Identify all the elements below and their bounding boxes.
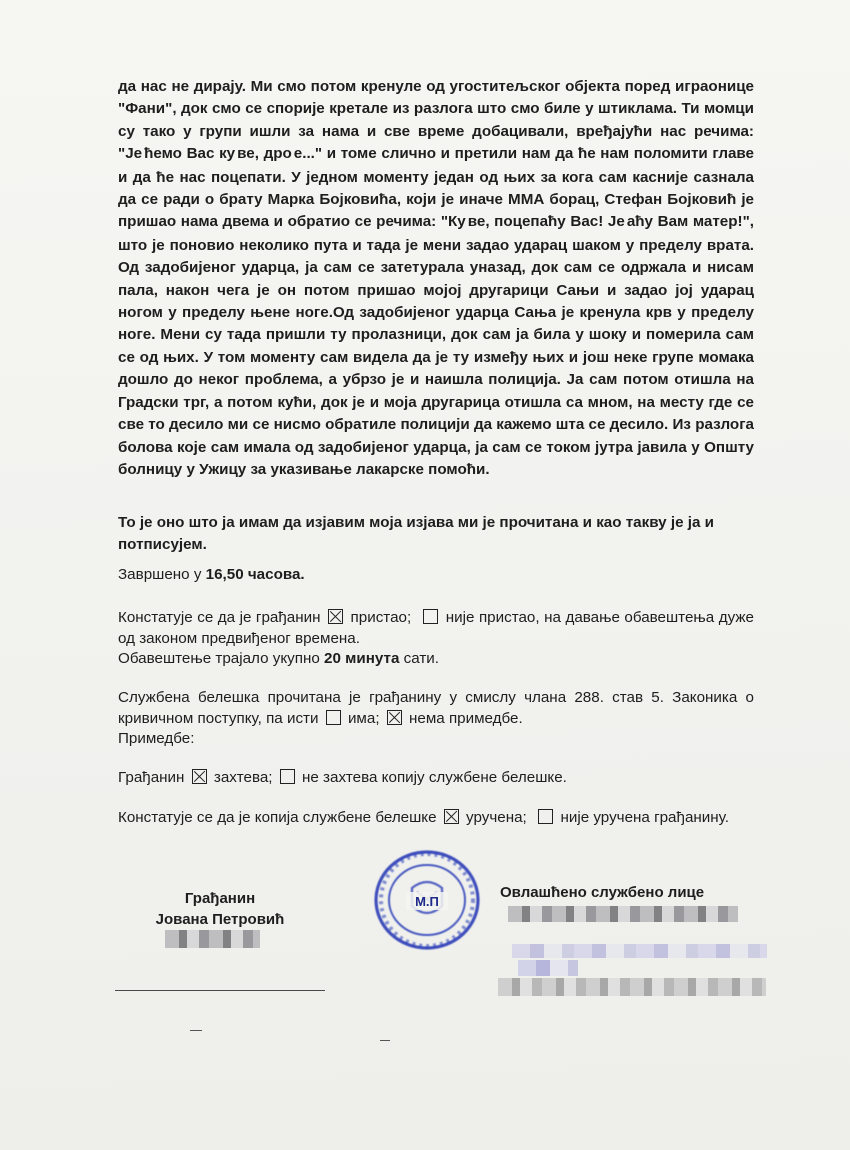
- seal-label: М.П: [415, 894, 439, 909]
- accepted-checkbox[interactable]: [328, 609, 343, 624]
- citizen-signature-block: [140, 888, 300, 930]
- redacted-officer-name: [508, 906, 738, 922]
- copy-request-block: [118, 768, 754, 789]
- consent-text: Констатује се да је грађанин: [118, 609, 321, 626]
- duration-value: 20 минута: [324, 650, 400, 667]
- not-requests-copy-label: не захтева копију службене белешке.: [302, 769, 567, 786]
- statement-part: аћу Вам матер!", што је поновио неколико пута и тада је мени задао ударац шаком у пределу врата. Од задобијеног ударца, ја сам се затетурала уназад, док сам се одржала и нисам пала, након чега је он потом пришао мојој другарици Сањи и задао јој ударац ногом у пределу њене ноге.Од задобијеног ударца Сања је кренула крв у пределу ноге. Мени су тада пришли ту пролазници, док сам ја била у шоку и померила сам се од њих. У том моменту сам видела да је ту између њих и још неке групе момака дошло до неког проблема, а убрзо је и наишла полиција. Ја сам потом отишла на Градски трг, а потом кући, док је и моја другарица отишла са мном, на месту где се све то десило ми се нисмо обратиле полицији да кажемо шта се десило. Из разлога болова које сам имала од задобијеног ударца, ја сам се током јутра јавила у Општу болницу у Ужицу за указивање лакарске помоћи.: [118, 213, 754, 478]
- not-requests-copy-checkbox[interactable]: [280, 769, 295, 784]
- copy-delivered-text: Констатује се да је копија службене белешке: [118, 809, 437, 826]
- statement-text: [118, 76, 754, 481]
- finished-value: 16,50 часова.: [205, 566, 305, 583]
- margin-mark: [190, 1030, 202, 1031]
- copy-delivered-block: [118, 808, 754, 829]
- has-remarks-label: има;: [347, 709, 380, 727]
- citizen-role: Грађанин: [184, 890, 256, 907]
- copy-request-label: Грађанин: [118, 769, 185, 786]
- officer-role: Овлашћено службено лице: [500, 884, 705, 901]
- statement-part: ве, дро: [237, 145, 292, 163]
- note-text: Службена белешка прочитана је грађанину у смислу члана 288. став 5. Законика о кривичном поступку, па исти: [118, 689, 754, 727]
- redacted-officer-signature: [512, 944, 767, 958]
- accepted-label: пристао;: [350, 609, 412, 626]
- statement-part: ћемо Вас ку: [144, 145, 236, 163]
- duration-unit: сати.: [399, 650, 439, 667]
- no-remarks-label: нема примедбе.: [409, 709, 523, 727]
- note-block: [118, 688, 754, 750]
- remarks-label: Примедбе:: [118, 730, 195, 747]
- requests-copy-checkbox[interactable]: [192, 769, 207, 784]
- not-accepted-label: није пристао, на давање обавештења дуже од законом предвиђеног времена.: [118, 609, 754, 647]
- consent-block: [118, 608, 754, 670]
- statement-part: да нас не дирају. Ми смо потом кренуле од угоститељског објекта поред играонице "Фани", док смо се спорије кретале из разлога што смо биле у штиклама. Ти момци су тако у групи ишли за нама и све време добацивали, вређајући нас речима: "Је: [118, 78, 754, 163]
- duration-label: Обавештење трајало укупно: [118, 650, 325, 667]
- requests-copy-label: захтева;: [213, 769, 273, 786]
- official-seal: [372, 848, 482, 952]
- has-remarks-checkbox[interactable]: [326, 710, 341, 725]
- delivered-checkbox[interactable]: [444, 809, 459, 824]
- citizen-name: Јована Петровић: [155, 911, 285, 928]
- redacted-signature: [165, 930, 260, 948]
- not-accepted-checkbox[interactable]: [423, 609, 438, 624]
- finished-label: Завршено у: [118, 566, 206, 583]
- statement-part: ве, поцепаћу Вас! Је: [467, 213, 625, 231]
- not-delivered-label: није уручена грађанину.: [560, 809, 729, 826]
- no-remarks-checkbox[interactable]: [387, 710, 402, 725]
- margin-mark: [380, 1040, 390, 1041]
- statement-part: е..." и томе слично и претили нам да ће нам поломити главе и да ће нас поцепати. У једном моменту један од њих за кога сам касније сазнала да се ради о брату Марка Бојковића, који је иначе ММА борац, Стефан Бојковић је пришао нама двема и обратио се речима: "Ку: [118, 145, 755, 231]
- not-delivered-checkbox[interactable]: [538, 809, 553, 824]
- redacted-officer-signature: [518, 960, 578, 976]
- officer-signature-block: [500, 884, 704, 901]
- closing-statement: То је оно што ја имам да изјавим моја изјава ми је прочитана и као такву је ја и потписујем.: [118, 514, 714, 554]
- finished-time: [118, 566, 305, 583]
- signature-line: [115, 990, 325, 991]
- redacted-officer-signature: [498, 978, 766, 996]
- delivered-label: уручена;: [466, 809, 527, 826]
